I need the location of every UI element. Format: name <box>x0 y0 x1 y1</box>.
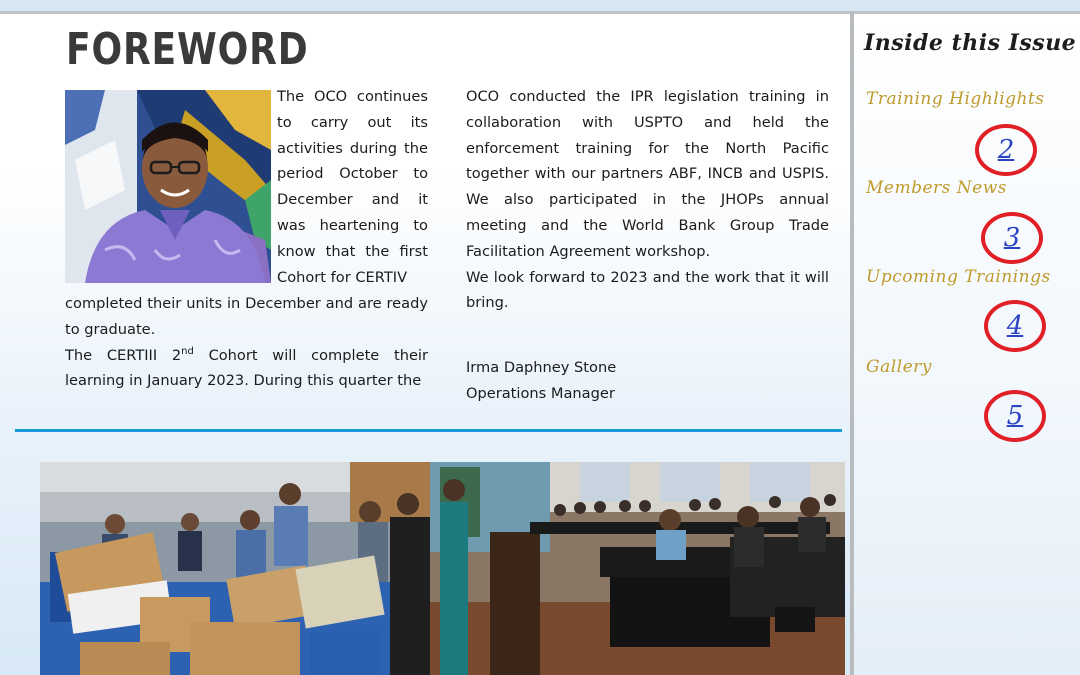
page-5-circle[interactable] <box>984 390 1046 442</box>
page-number-2[interactable]: 2 <box>997 135 1015 165</box>
sidebar-item-gallery[interactable]: Gallery <box>866 357 932 377</box>
signature-title: Operations Manager <box>466 384 615 402</box>
photo-parcel-inspection <box>40 462 430 675</box>
foreword-paragraph-1-end: completed their units in December and are ready to graduate. <box>65 295 428 338</box>
ordinal-superscript: nd <box>181 345 194 357</box>
sidebar-title: Inside this Issue <box>864 30 1077 56</box>
page-title: FOREWORD <box>66 24 309 75</box>
top-border <box>0 0 1080 14</box>
portrait-photo <box>65 90 271 283</box>
foreword-column-2 <box>466 84 829 407</box>
sidebar-background <box>854 14 1080 675</box>
signature-name: Irma Daphney Stone <box>466 359 617 377</box>
foreword-text-beside-photo <box>277 84 428 290</box>
foreword-paragraph-1-start: The OCO continues to carry out its activities during the period October to December and it was heartening to know that the first Cohort for CERTIV <box>277 88 428 286</box>
cohort-text-continued: Cohort will complete their learning in January 2023. During this quarter the <box>65 346 428 390</box>
section-divider <box>15 429 842 432</box>
photo-training-workshop <box>430 462 845 675</box>
cohort-text: The CERTIII 2 <box>65 346 182 364</box>
foreword-paragraph-4: We look forward to 2023 and the work that it will bring. <box>466 268 829 312</box>
sidebar-item-upcoming-trainings[interactable]: Upcoming Trainings <box>866 267 1051 287</box>
sidebar-item-members-news[interactable]: Members News <box>866 178 1007 198</box>
page-number-5[interactable]: 5 <box>1006 401 1024 431</box>
foreword-paragraph-3: OCO conducted the IPR legislation training in collaboration with USPTO and held the enforcement training for the North Pacific together with our partners ABF, INCB and USPIS. We also participated in the JHOPs annual meeting and the World Bank Group Trade Facilitation Agreement workshop. <box>466 88 829 260</box>
page-2-circle[interactable] <box>975 124 1037 176</box>
sidebar-item-training-highlights[interactable]: Training Highlights <box>866 89 1045 109</box>
foreword-text-below-photo <box>65 291 428 394</box>
page-3-circle[interactable] <box>981 212 1043 264</box>
foreword-paragraph-2 <box>65 343 428 395</box>
column-divider <box>850 12 854 675</box>
page-number-3[interactable]: 3 <box>1003 223 1021 253</box>
page-4-circle[interactable] <box>984 300 1046 352</box>
page-number-4[interactable]: 4 <box>1006 311 1024 341</box>
